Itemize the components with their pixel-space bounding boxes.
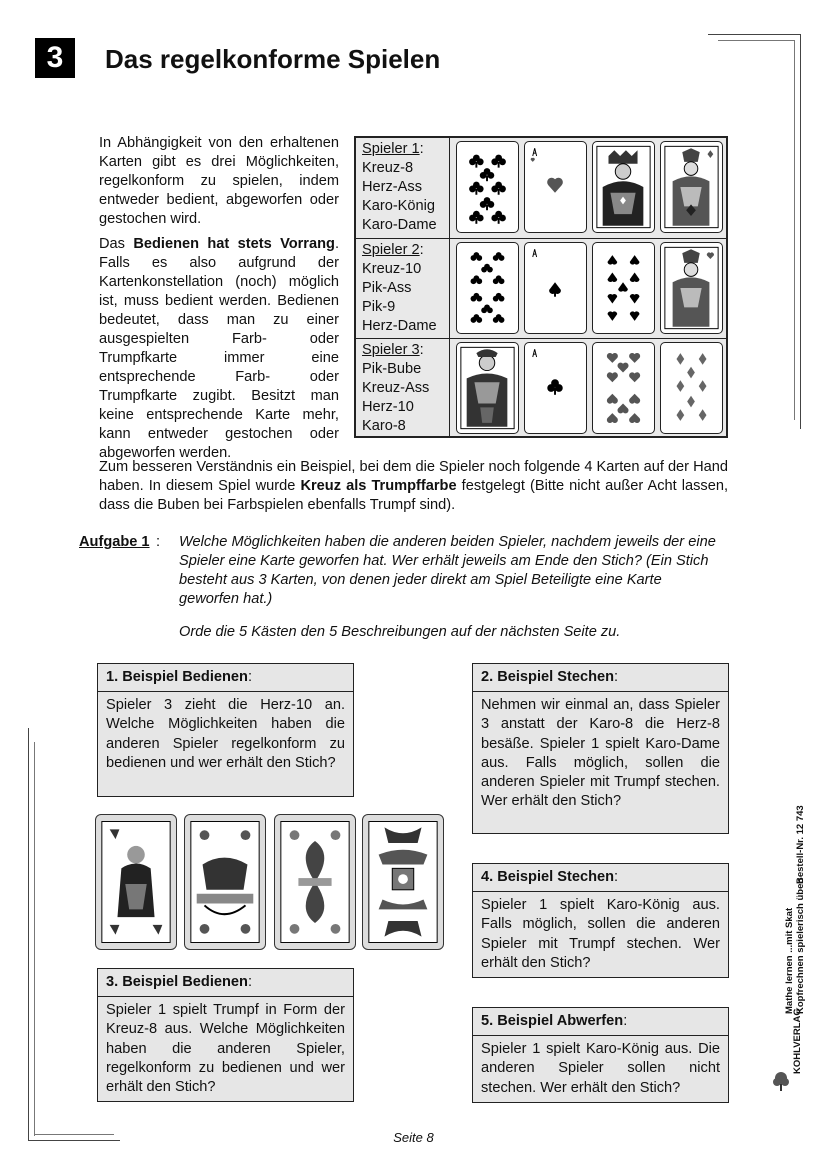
box-title: 3. Beispiel Bedienen — [106, 974, 248, 990]
queen-figure-icon — [661, 243, 722, 333]
intro-text — [99, 134, 339, 469]
tree-icon — [772, 1070, 790, 1092]
box-text: Spieler 3 zieht die Herz-10 an. Welche Möglichkeiten haben die anderen Spieler regelkonform zu bedienen und wer erhält den Stich? — [106, 697, 345, 771]
card-name: Pik-Ass — [362, 280, 412, 296]
publisher-logo-text: KOHLVERLAG — [792, 1008, 803, 1074]
example-box-1 — [97, 663, 354, 797]
box-title: 4. Beispiel Stechen — [481, 869, 615, 885]
publisher-sidebar-text — [786, 764, 806, 1084]
example-text-span: festgelegt (Bitte nicht außer Acht lassen, dass die Buben bei Farbspielen ebenfalls Trumpf sind). — [99, 478, 728, 513]
task-colon: : — [156, 534, 161, 550]
card-pik-bube-image — [456, 342, 519, 434]
box-text: Spieler 1 spielt Karo-König aus. Falls möglich, sollen die anderen Spieler mit Trumpf stechen. Wer erhält den Stich? — [481, 897, 720, 971]
player-cards-table — [354, 136, 728, 438]
clubs-icon — [457, 142, 518, 232]
clubs-icon — [457, 243, 518, 333]
player-name-text: Spieler 2 — [362, 242, 420, 258]
player-row-2 — [356, 238, 726, 338]
card-name: Kreuz-Ass — [362, 380, 430, 396]
task-text: Welche Möglichkeiten haben die anderen beiden Spieler, nachdem jeweils der eine Spieler eine Karte geworfen hat. Wer erhält jeweils am Ende den Stich? (Ein Stich besteht aus 3 Karten, von denen jeder direkt am Spiel Beteiligte eine Karte geworfen hat.) — [179, 534, 716, 607]
box-text: Nehmen wir einmal an, dass Spieler 3 anstatt der Karo-8 die Herz-8 besäße. Spieler 1 spielt Karo-Dame aus. Falls möglich, sollen die anderen Spieler mit Trumpf stechen. Wer erhält den Stich? — [481, 697, 720, 810]
player-label — [356, 339, 450, 438]
card-herz-10-image — [592, 342, 655, 434]
box-title-colon: : — [614, 669, 619, 685]
box-title: 1. Beispiel Bedienen — [106, 669, 248, 685]
box-title-colon: : — [247, 974, 252, 990]
example-box-5 — [472, 1007, 729, 1103]
task-hint: Orde die 5 Kästen den 5 Beschreibungen auf der nächsten Seite zu. — [179, 624, 621, 640]
page-number: Seite 8 — [393, 1130, 434, 1145]
example-text-span: Zum besseren Verständnis ein Beispiel, bei dem die Spieler noch folgende 4 Karten auf der Hand haben. In diesem Spiel wurde — [99, 459, 728, 494]
player-name-text: Spieler 1 — [362, 141, 420, 157]
frame-line — [718, 40, 794, 41]
frame-line — [28, 728, 29, 1140]
box-text: Spieler 1 spielt Karo-König aus. Die anderen Spieler sollen nicht stechen. Wer erhält den Stich? — [481, 1041, 720, 1096]
box-heading — [473, 1008, 728, 1036]
german-card-figure-icon — [275, 815, 355, 949]
jack-figure-icon — [457, 343, 518, 433]
king-figure-icon — [593, 142, 654, 232]
chapter-number: 3 — [35, 38, 75, 78]
german-card-figure-icon — [96, 815, 176, 949]
box-heading — [473, 864, 728, 892]
german-card-figure-icon — [185, 815, 265, 949]
box-heading — [98, 969, 353, 997]
example-box-3 — [97, 968, 354, 1102]
card-karo-koenig-image — [592, 141, 655, 233]
intro-text-span: Das — [99, 236, 134, 252]
example-bold-phrase: Kreuz als Trumpffarbe — [300, 478, 457, 494]
card-name: Karo-Dame — [362, 217, 437, 233]
box-heading — [98, 664, 353, 692]
box-title-colon: : — [247, 669, 252, 685]
example-box-4 — [472, 863, 729, 978]
german-card-image — [184, 814, 266, 950]
frame-line — [800, 34, 801, 429]
german-card-image — [274, 814, 356, 950]
spade-icon — [525, 243, 586, 333]
sidebar-line-3: Bestell-Nr. 12 743 — [795, 805, 806, 884]
intro-text-span: . Falls es also aufgrund der Kartenkonstellation (noch) möglich ist, muss bedient werden. Bedienen bedeutet, dass man zu einer ausgespielten Farb- oder Trumpfkarte immer eine entsprechende Farb- oder Trumpfkarte zugibt. Besitzt man keine entsprechende Karte mehr, kann entweder gestochen oder abgeworfen werden. — [99, 236, 339, 461]
card-name: Pik-9 — [362, 299, 396, 315]
card-kreuz-8-image — [456, 141, 519, 233]
diamond-icon — [661, 343, 722, 433]
box-text: Spieler 1 spielt Trumpf in Form der Kreuz-8 aus. Welche Möglichkeiten haben die anderen Spieler, regelkonform zu bedienen und wer erhält den Stich? — [106, 1002, 345, 1096]
player-name: Spieler 2: — [362, 242, 424, 258]
spade-icon — [593, 243, 654, 333]
card-name: Karo-8 — [362, 418, 406, 434]
example-paragraph — [99, 458, 728, 515]
intro-paragraph-2 — [99, 235, 339, 463]
card-herz-dame-image — [660, 242, 723, 334]
frame-line — [34, 742, 35, 1136]
box-title: 5. Beispiel Abwerfen — [481, 1013, 624, 1029]
box-title-colon: : — [614, 869, 619, 885]
clubs-icon — [525, 343, 586, 433]
card-kreuz-10-image — [456, 242, 519, 334]
box-title-colon: : — [623, 1013, 628, 1029]
card-name: Herz-10 — [362, 399, 414, 415]
heart-icon — [593, 343, 654, 433]
card-name: Herz-Ass — [362, 179, 422, 195]
card-kreuz-ass-image — [524, 342, 587, 434]
player-name-text: Spieler 3 — [362, 342, 420, 358]
task-label: Aufgabe 1 — [79, 534, 150, 550]
card-name: Kreuz-10 — [362, 261, 422, 277]
german-card-image — [362, 814, 444, 950]
box-title: 2. Beispiel Stechen — [481, 669, 615, 685]
publisher-sidebar — [786, 764, 806, 1084]
frame-line — [794, 40, 795, 420]
sidebar-line-2: Kopfrechnen spielerisch üben — [795, 877, 806, 1014]
player-label — [356, 239, 450, 338]
card-herz-ass-image — [524, 141, 587, 233]
sidebar-line-1: Mathe lernen ...mit Skat — [784, 907, 795, 1014]
card-karo-dame-image — [660, 141, 723, 233]
card-name: Pik-Bube — [362, 361, 422, 377]
frame-line — [708, 34, 800, 35]
player-label — [356, 138, 450, 238]
german-card-image — [95, 814, 177, 950]
player-name: Spieler 3: — [362, 342, 424, 358]
card-karo-8-image — [660, 342, 723, 434]
player-row-3 — [356, 338, 726, 438]
card-name: Herz-Dame — [362, 318, 437, 334]
example-box-2 — [472, 663, 729, 834]
card-pik-ass-image — [524, 242, 587, 334]
heart-icon — [525, 142, 586, 232]
queen-figure-icon — [661, 142, 722, 232]
intro-paragraph-1: In Abhängigkeit von den erhaltenen Karten gibt es drei Möglichkeiten, regelkonform zu spielen, indem entweder bedient, abgeworfen oder gestochen wird. — [99, 135, 339, 227]
publisher-logo-icon — [772, 1070, 790, 1092]
page-title: Das regelkonforme Spielen — [105, 44, 441, 74]
card-pik-9-image — [592, 242, 655, 334]
intro-bold-phrase: Bedienen hat stets Vorrang — [133, 236, 335, 252]
card-name: Karo-König — [362, 198, 436, 214]
german-card-figure-icon — [363, 815, 443, 949]
card-name: Kreuz-8 — [362, 160, 414, 176]
player-name: Spieler 1: — [362, 141, 424, 157]
box-heading — [473, 664, 728, 692]
player-row-1 — [356, 138, 726, 238]
